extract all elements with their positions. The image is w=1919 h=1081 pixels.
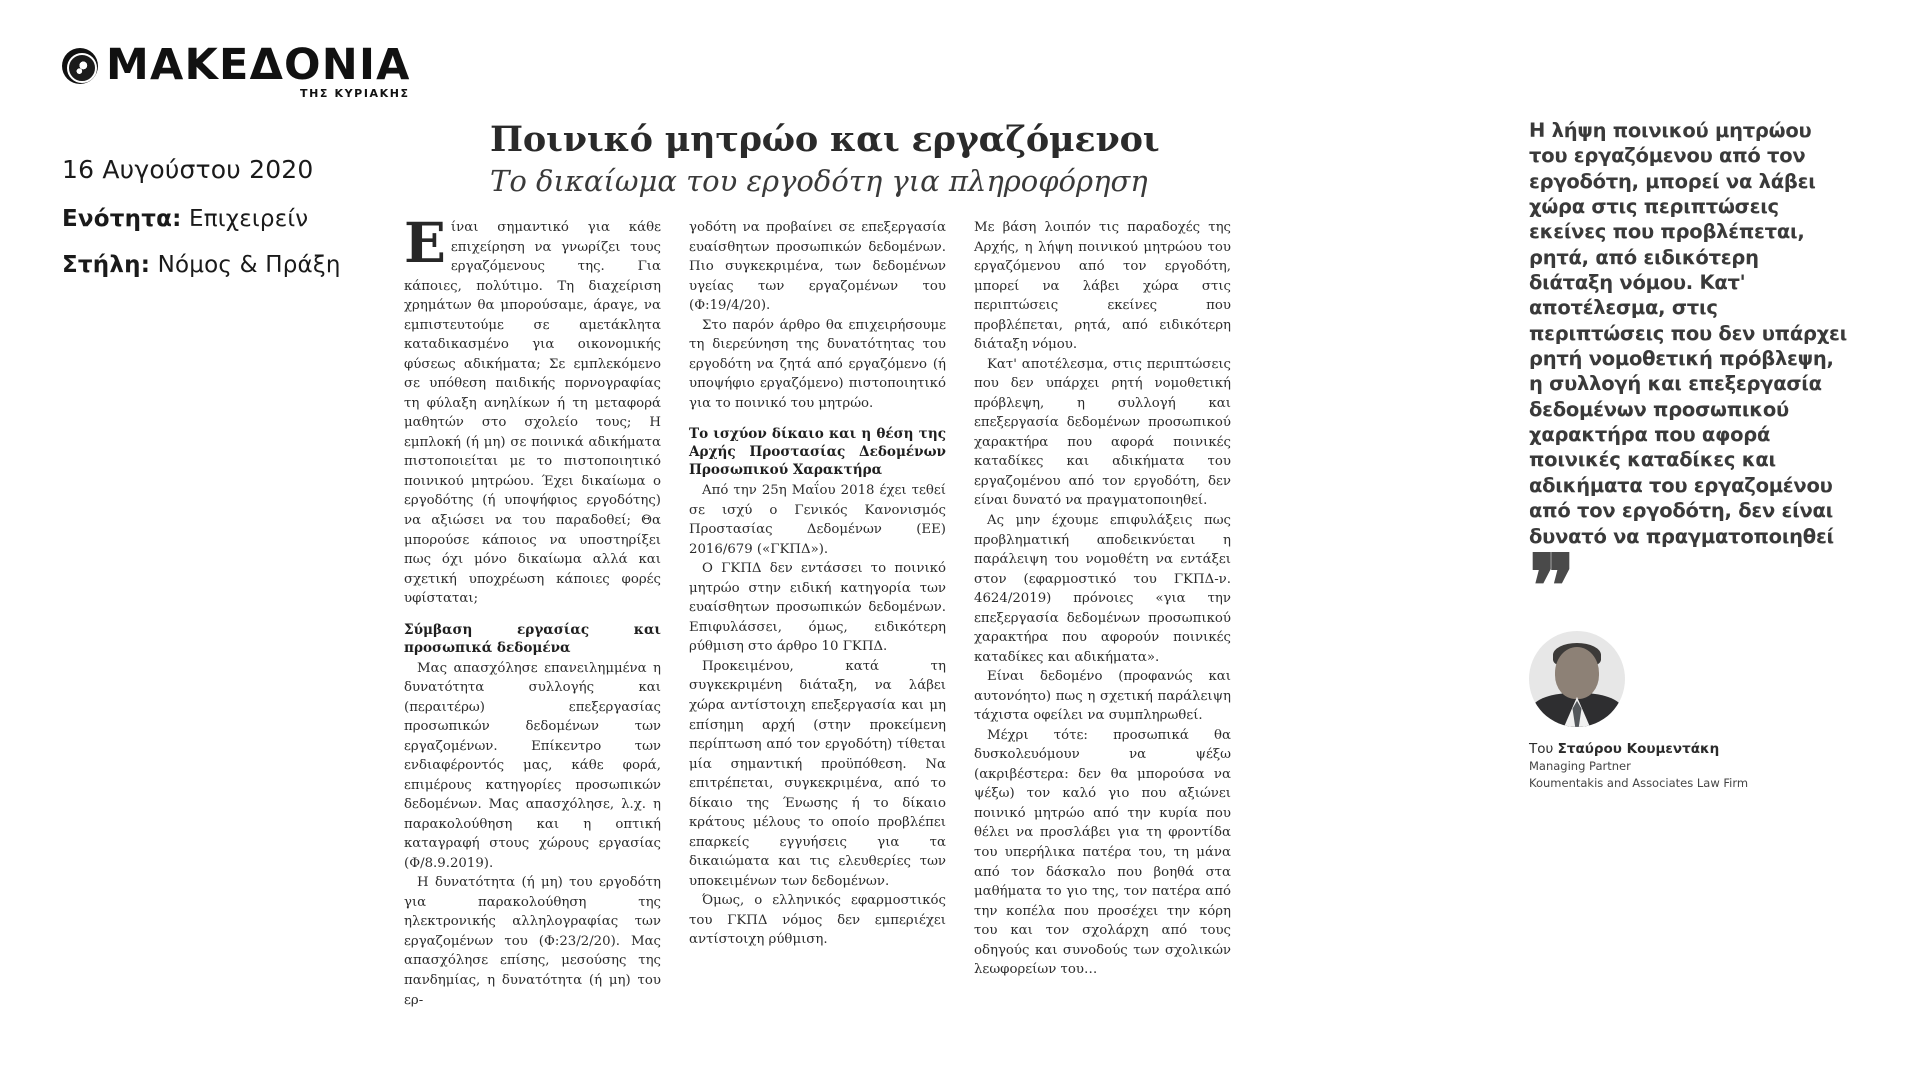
article-meta (62, 155, 392, 278)
byline-prefix: Του (1529, 740, 1554, 757)
newspaper-logo-text: ΜΑΚΕΔΟΝΙΑ (106, 40, 411, 90)
paragraph: γοδότη να προβαίνει σε επεξεργασία ευαίσθητων προσωπικών δεδομένων. Πιο συγκεκριμένα, των δεδομένων υγείας των εργαζομένων του (Φ:19/4/20). (689, 220, 946, 314)
author-name: Σταύρου Κουμεντάκη (1557, 740, 1720, 757)
paragraph: Στο παρόν άρθρο θα επιχειρήσουμε τη διερεύνηση της δυνατότητας του εργοδότη να ζητά από εργαζόμενο (ή υποψήφιο εργαζόμενο) πιστοποιητικό για το ποινικό του μητρώο. (689, 317, 946, 411)
article-column-1 (404, 210, 661, 1008)
paragraph: Όμως, ο ελληνικός εφαρμοστικός του ΓΚΠΔ νόμος δεν εμπεριέχει αντίστοιχη ρύθμιση. (689, 893, 946, 948)
newspaper-logo-subtitle: ΤΗΣ ΚΥΡΙΑΚΗΣ (300, 87, 410, 101)
avatar (1529, 631, 1625, 727)
masthead (62, 40, 411, 101)
paragraph: Κατ' αποτέλεσμα, στις περιπτώσεις που δεν υπάρχει ρητή νομοθετική πρόβλεψη, η συλλογή και επεξεργασία δεδομένων προσωπικού χαρακτήρα που αφορά ποινικές καταδίκες και αδικήματα του εργαζομένου από τον εργοδότη, δεν είναι δυνατό να πραγματοποιηθεί. (974, 356, 1231, 509)
article-header (490, 120, 1490, 199)
author-role: Managing Partner (1529, 758, 1631, 773)
section-value: Επιχειρείν (189, 206, 309, 233)
paragraph: Ας μην έχουμε επιφυλάξεις πως προβληματική αποδεικνύεται η παράλειψη του νομοθέτη να εντάξει στον (εφαρμοστικό του ΓΚΠΔ-ν. 4624/2019) πρόνοιες «για την επεξεργασία δεδομένων προσωπικού χαρακτήρα που αφορούν ποινικές καταδίκες και αδικήματα». (974, 512, 1231, 665)
paragraph: Ο ΓΚΠΔ δεν εντάσσει το ποινικό μητρώο στην ειδική κατηγορία των ευαίσθητων προσωπικών δεδομένων. Επιφυλάσσει, όμως, ειδικότερη ρύθμιση στο άρθρο 10 ΓΚΠΔ. (689, 561, 946, 655)
avatar-head-shape (1555, 647, 1599, 699)
author-byline (1529, 741, 1849, 757)
paragraph: Είναι δεδομένο (προφανώς και αυτονόητο) πως η σχετική παράλειψη τάχιστα οφείλει να συμπληρωθεί. (974, 669, 1231, 724)
section-label: Ενότητα: (62, 206, 182, 233)
paragraph: Μέχρι τότε: προσωπικά θα δυσκολευόμουν να ψέξω (ακριβέστερα: δεν θα μπορούσα να ψέξω) τον καλό γιο που αξιώνει ποινικό μητρώο από την κυρία που θέλει να προσλάβει για τη φροντίδα του υπερήλικα πατέρα του, τη μάνα από τον δάσκαλο που βοηθά στα μαθήματα το γιο της, τον πατέρα από την κοπέλα που προσέχει την κόρη του και τον σχολάρχη από τους οδηγούς και συνοδούς των σχολικών λεωφορείων του… (974, 727, 1231, 978)
section-subheading: Το ισχύον δίκαιο και η θέση της Αρχής Προστασίας Δεδομένων Προσωπικού Χαρακτήρα (689, 426, 946, 479)
paragraph: Προκειμένου, κατά τη συγκεκριμένη διάταξη, να λάβει χώρα αντίστοιχη επεξεργασία και μη επίσημη αρχή (στην προκείμενη περίπτωση από τον εργοδότη) τίθεται μία σημαντική προϋπόθεση. Να επιτρέπεται, συγκεκριμένα, από το δίκαιο της Ένωσης ή το δίκαιο κράτους μέλους το οποίο προβλέπει επαρκείς εγγυήσεις για τα δικαιώματα και τις ελευθερίες των υποκειμένων των δεδομένων. (689, 658, 946, 889)
paragraph: Η δυνατότητα (ή μη) του εργοδότη για παρακολούθηση της ηλεκτρονικής αλληλογραφίας των εργαζομένων του (Φ:23/2/20). Μας απασχόλησε επίσης, μεσούσης της πανδημίας, η δυνατότητα (ή μη) του ερ- (404, 875, 661, 1008)
article-column-3 (974, 218, 1231, 978)
author-firm: Koumentakis and Associates Law Firm (1529, 776, 1749, 791)
paragraph-text: ίναι σημαντικό για κάθε επιχείρηση να γνωρίζει τους εργαζόμενους της. Για κάποιες, πολύτιμο. Τη διαχείριση χρημάτων θα μπορούσαμε, άραγε, να εμπιστευτούμε σε αμετάκλητα καταδικασμένο για οικονομικής φύσεως αδικήματα; Σε εμπλεκόμενο σε υπόθεση παιδικής πορνογραφίας τη φύλαξη ανηλίκων ή τη μεταφορά μαθητών στο σχολείο τους; Η εμπλοκή (ή μη) σε ποινικά αδικήματα πιστοποιείται με το πιστοποιητικό ποινικού μητρώου. Έχει δικαίωμα ο εργοδότης (ή υποψήφιος εργοδότης) να αξιώσει να του παραδοθεί; Θα μπορούσε κάποιος να υποστηρίξει πως όχι μόνο δικαίωμα αλλά και σχετική υποχρέωση κάποιες φορές υφίσταται; (404, 220, 661, 607)
paragraph: Μας απασχόλησε επανειλημμένα η δυνατότητα συλλογής και (περαιτέρω) επεξεργασίας προσωπικών δεδομένων των εργαζομένων. Επίκεντρο των ενδιαφέροντός μας, κάθε φορά, επιμέρους κατηγορίες προσωπικών δεδομένων. Μας απασχόλησε, λ.χ. η παρακολούθηση και η οπτική καταγραφή στους χώρους εργασίας (Φ/8.9.2019). (404, 660, 661, 871)
publication-date: 16 Αυγούστου 2020 (62, 155, 314, 185)
section-line (62, 206, 392, 232)
left-meta-panel (62, 40, 411, 298)
page-title: Ποινικό μητρώο και εργαζόμενοι (490, 119, 1160, 160)
article-column-2 (689, 218, 946, 948)
column-value: Νόμος & Πράξη (157, 252, 341, 279)
paragraph: Από την 25η Μαΐου 2018 έχει τεθεί σε ισχύ ο Γενικός Κανονισμός Προστασίας Δεδομένων (ΕΕ) 2016/679 («ΓΚΠΔ»). (689, 483, 946, 557)
section-subheading: Σύμβαση εργασίας και προσωπικά δεδομένα (404, 621, 661, 656)
paragraph (404, 210, 661, 609)
column-line (62, 252, 392, 278)
column-label: Στήλη: (62, 252, 151, 279)
profile-head-seal-icon (62, 48, 98, 84)
drop-cap: Ε (404, 210, 446, 275)
pull-quote-text: Η λήψη ποινικού μητρώου του εργαζόμενου από τον εργοδότη, μπορεί να λάβει χώρα στις περιπτώσεις εκείνες που προβλέπεται, ρητά, από ειδικότερη διάταξη νόμου. Κατ' αποτέλεσμα, στις περιπτώσεις που δεν υπάρχει ρητή νομοθετική πρόβλεψη, η συλλογή και επεξεργασία δεδομένων προσωπικού χαρακτήρα που αφορά ποινικές καταδίκες και αδικήματα του εργαζομένου από τον εργοδότη, δεν είναι δυνατό να πραγματοποιηθεί (1529, 119, 1847, 548)
paragraph: Με βάση λοιπόν τις παραδοχές της Αρχής, η λήψη ποινικού μητρώου του εργαζόμενου από τον εργοδότη, μπορεί να λάβει χώρα στις περιπτώσεις εκείνες που προβλέπεται, ρητά, από ειδικότερη διάταξη νόμου. (974, 220, 1231, 353)
quotation-mark-icon: ❞ (1529, 535, 1574, 637)
logo-wordmark (106, 40, 411, 101)
article-subtitle: Το δικαίωμα του εργοδότη για πληροφόρηση (490, 164, 1148, 199)
author-block (1529, 631, 1849, 792)
pullquote-rail (1529, 118, 1849, 792)
article-body-columns (404, 210, 1514, 1008)
